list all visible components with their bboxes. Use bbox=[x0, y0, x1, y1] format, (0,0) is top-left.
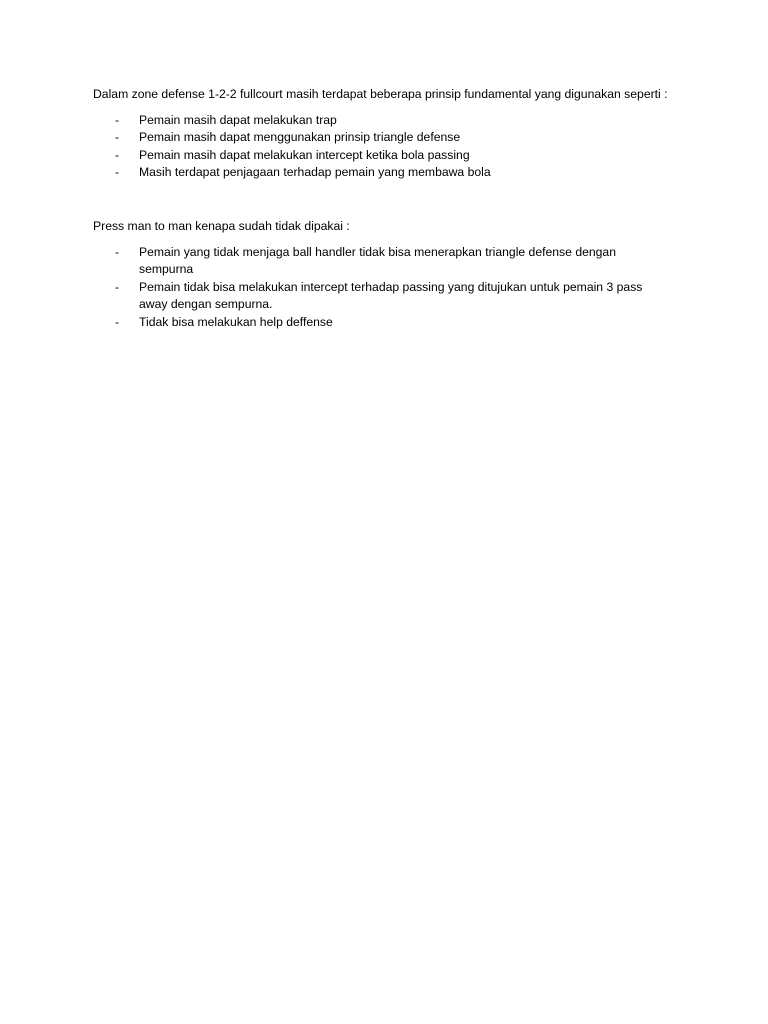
section1-list bbox=[93, 112, 673, 182]
list-item-text: Pemain masih dapat melakukan trap bbox=[139, 112, 337, 127]
list-item-text: Pemain tidak bisa melakukan intercept terhadap passing yang ditujukan untuk pemain 3 pass away dengan sempurna. bbox=[139, 279, 643, 312]
list-item bbox=[93, 129, 673, 147]
list-item-text: Masih terdapat penjagaan terhadap pemain yang membawa bola bbox=[139, 165, 491, 180]
list-item-text: Pemain masih dapat melakukan intercept ketika bola passing bbox=[139, 147, 470, 162]
list-item bbox=[93, 279, 673, 314]
list-item bbox=[93, 112, 673, 130]
section2-list bbox=[93, 244, 673, 332]
list-item bbox=[93, 164, 673, 182]
section1-intro: Dalam zone defense 1-2-2 fullcourt masih terdapat beberapa prinsip fundamental yang digunakan seperti : bbox=[93, 87, 668, 101]
bullet-dash: - bbox=[115, 130, 120, 145]
section2-intro: Press man to man kenapa sudah tidak dipakai : bbox=[93, 218, 350, 233]
list-item bbox=[93, 244, 673, 279]
section-spacer bbox=[93, 182, 673, 218]
bullet-dash: - bbox=[115, 279, 120, 294]
list-item bbox=[93, 147, 673, 165]
bullet-dash: - bbox=[115, 165, 120, 180]
bullet-dash: - bbox=[115, 244, 120, 259]
list-item bbox=[93, 314, 673, 332]
list-item-text: Pemain masih dapat menggunakan prinsip triangle defense bbox=[139, 130, 461, 145]
bullet-dash: - bbox=[115, 314, 120, 329]
bullet-dash: - bbox=[115, 147, 120, 162]
list-item-text: Tidak bisa melakukan help deffense bbox=[139, 314, 333, 329]
bullet-dash: - bbox=[115, 112, 120, 127]
document-body bbox=[93, 86, 673, 332]
list-item-text: Pemain yang tidak menjaga ball handler tidak bisa menerapkan triangle defense dengan sempurna bbox=[139, 244, 616, 277]
